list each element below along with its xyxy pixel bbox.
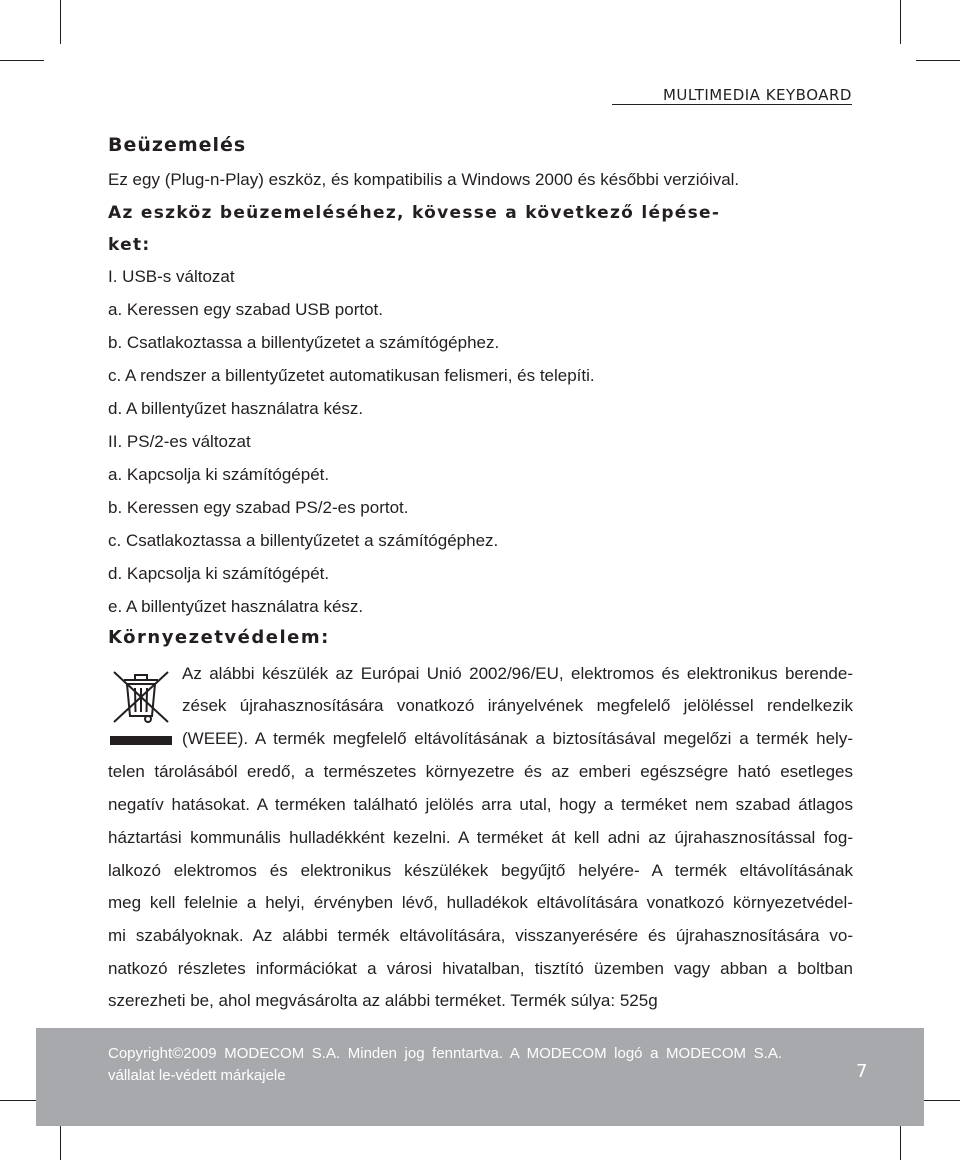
step-line: I. USB-s változat xyxy=(108,267,235,286)
copyright-notice: Copyright©2009 MODECOM S.A. Minden jog fenntartva. A MODECOM logó a MODECOM S.A. vállalat le-védett márkajele xyxy=(108,1045,782,1084)
environment-line: mi szabályoknak. Az alábbi termék eltávolítására, visszanyerésére és újrahasznosítására vo- xyxy=(108,926,853,945)
environment-line: háztartási kommunális hulladékként kezelni. A terméket át kell adni az újrahasznosítással fog- xyxy=(108,828,853,847)
steps-heading: ket: xyxy=(108,235,151,255)
installation-intro: Ez egy (Plug-n-Play) eszköz, és kompatibilis a Windows 2000 és későbbi verzióival. xyxy=(108,170,740,189)
step-line: d. Kapcsolja ki számítógépét. xyxy=(108,564,330,583)
environment-line: szerezheti be, ahol megvásárolta az alábbi terméket. Termék súlya: 525g xyxy=(108,991,658,1010)
crop-mark xyxy=(900,0,901,44)
step-line: c. A rendszer a billentyűzetet automatikusan felismeri, és telepíti. xyxy=(108,366,595,385)
environment-line: meg kell felelnie a helyi, érvényben lévő, hulladékok eltávolítására vonatkozó környezetvédel- xyxy=(108,893,853,912)
environment-line: zések újrahasznosítására vonatkozó irányelvének megfelelő jelöléssel rendelkezik xyxy=(182,696,853,715)
header-rule xyxy=(612,104,852,105)
environment-line: Az alábbi készülék az Európai Unió 2002/96/EU, elektromos és elektronikus berende- xyxy=(182,664,853,683)
crop-mark xyxy=(60,0,61,44)
footer-band xyxy=(36,1028,924,1126)
step-line: a. Keressen egy szabad USB portot. xyxy=(108,300,383,319)
environment-line: (WEEE). A termék megfelelő eltávolításának a biztosításával megelőzi a termék hely- xyxy=(182,729,853,748)
steps-heading: Az eszköz beüzemeléséhez, kövesse a következő lépése- xyxy=(108,203,721,223)
step-line: b. Keressen egy szabad PS/2-es portot. xyxy=(108,498,409,517)
running-header: MULTIMEDIA KEYBOARD xyxy=(662,86,852,104)
step-line: a. Kapcsolja ki számítógépét. xyxy=(108,465,330,484)
environment-line: lalkozó elektromos és elektronikus készülékek begyűjtő helyére- A termék eltávolításának xyxy=(108,861,853,880)
step-line: II. PS/2-es változat xyxy=(108,432,251,451)
environment-line: telen tárolásából eredő, a természetes környezetre és az emberi egészségre ható esetleges xyxy=(108,762,853,781)
step-line: e. A billentyűzet használatra kész. xyxy=(108,597,364,616)
crop-mark xyxy=(0,60,44,61)
step-line: b. Csatlakoztassa a billentyűzetet a számítógéphez. xyxy=(108,333,500,352)
crossed-out-wheelie-bin-icon xyxy=(110,666,172,746)
environment-heading: Környezetvédelem: xyxy=(108,627,330,648)
crop-mark xyxy=(916,60,960,61)
installation-heading: Beüzemelés xyxy=(108,134,247,156)
step-line: d. A billentyűzet használatra kész. xyxy=(108,399,364,418)
page-number: 7 xyxy=(856,1061,868,1082)
environment-line: negatív hatásokat. A terméken található jelölés arra utal, hogy a terméket nem szabad átlagos xyxy=(108,795,853,814)
step-line: c. Csatlakoztassa a billentyűzetet a számítógéphez. xyxy=(108,531,499,550)
environment-line: natkozó részletes információkat a városi hivatalban, tisztító üzemben vagy abban a boltban xyxy=(108,959,853,978)
